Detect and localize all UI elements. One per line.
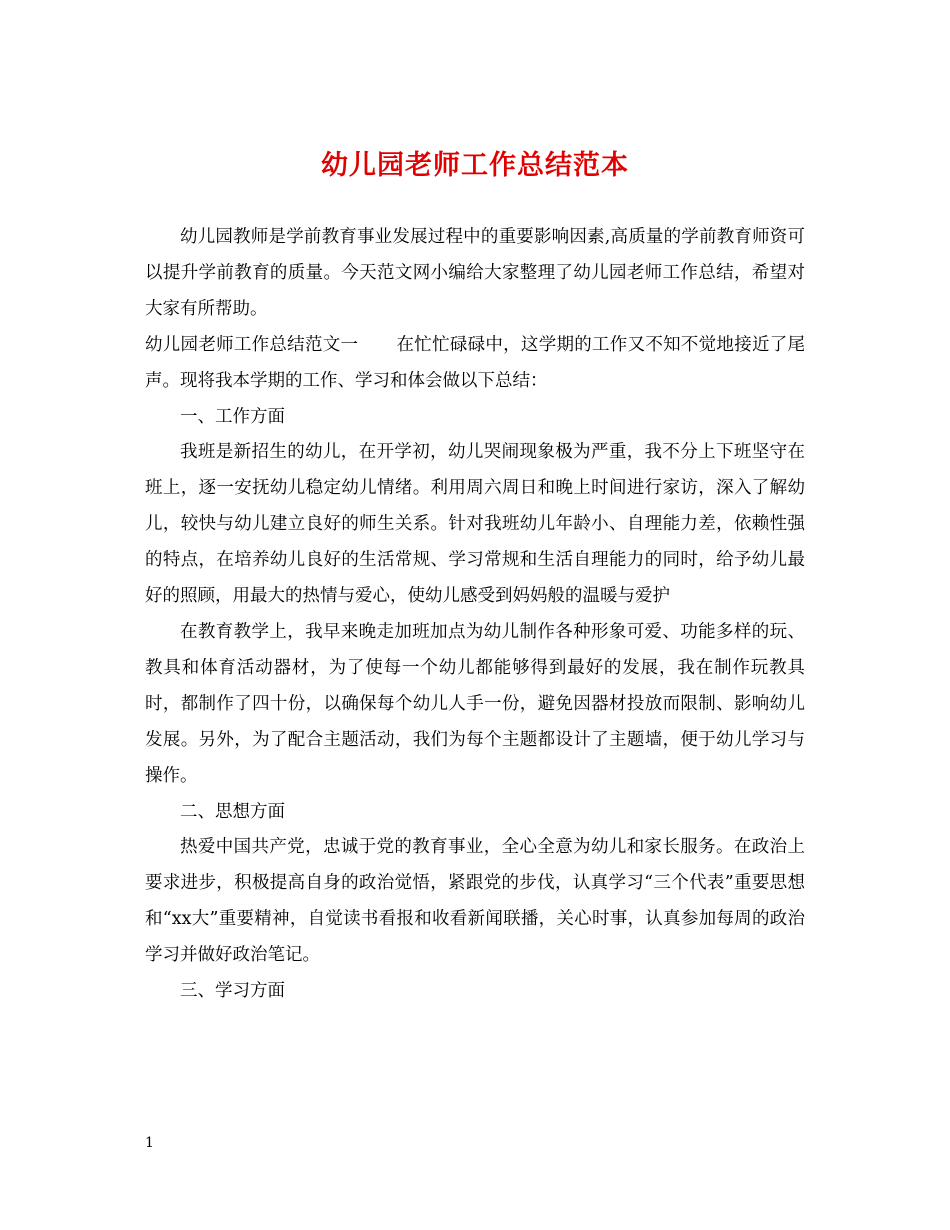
sample-opening: 在忙忙碌碌中，这学期的工作又不知不觉地接近了尾声。现将我本学期的工作、学习和体会做以下总结： bbox=[145, 334, 806, 391]
page-number: 1 bbox=[145, 1135, 154, 1151]
document-title: 幼儿园老师工作总结范本 bbox=[321, 150, 629, 181]
section2-heading: 二、思想方面 bbox=[180, 801, 285, 822]
document-body bbox=[145, 220, 805, 1010]
section2-paragraph-1: 热爱中国共产党，忠诚于党的教育事业，全心全意为幼儿和家长服务。在政治上要求进步，积极提高自身的政治觉悟，紧跟党的步伐，认真学习“三个代表”重要思想和“xx大”重要精神，自觉读书看报和收看新闻联播，关心时事，认真参加每周的政治学习并做好政治笔记。 bbox=[145, 837, 805, 966]
section3-heading: 三、学习方面 bbox=[180, 981, 285, 1002]
sample-heading: 幼儿园老师工作总结范文一 bbox=[145, 334, 359, 355]
sample-paragraph bbox=[145, 328, 805, 400]
intro-paragraph: 幼儿园教师是学前教育事业发展过程中的重要影响因素,高质量的学前教育师资可以提升学前教育的质量。今天范文网小编给大家整理了幼儿园老师工作总结，希望对大家有所帮助。 bbox=[145, 227, 805, 319]
section1-heading: 一、工作方面 bbox=[180, 406, 285, 427]
section1-paragraph-1: 我班是新招生的幼儿，在开学初，幼儿哭闹现象极为严重，我不分上下班坚守在班上，逐一安抚幼儿稳定幼儿情绪。利用周六周日和晚上时间进行家访，深入了解幼儿，较快与幼儿建立良好的师生关系。针对我班幼儿年龄小、自理能力差，依赖性强的特点，在培养幼儿良好的生活常规、学习常规和生活自理能力的同时，给予幼儿最好的照顾，用最大的热情与爱心，使幼儿感受到妈妈般的温暖与爱护 bbox=[145, 442, 805, 607]
section1-paragraph-2: 在教育教学上，我早来晚走加班加点为幼儿制作各种形象可爱、功能多样的玩、教具和体育活动器材，为了使每一个幼儿都能够得到最好的发展，我在制作玩教具时，都制作了四十份，以确保每个幼儿人手一份，避免因器材投放而限制、影响幼儿发展。另外，为了配合主题活动，我们为每个主题都设计了主题墙，便于幼儿学习与操作。 bbox=[145, 621, 805, 786]
